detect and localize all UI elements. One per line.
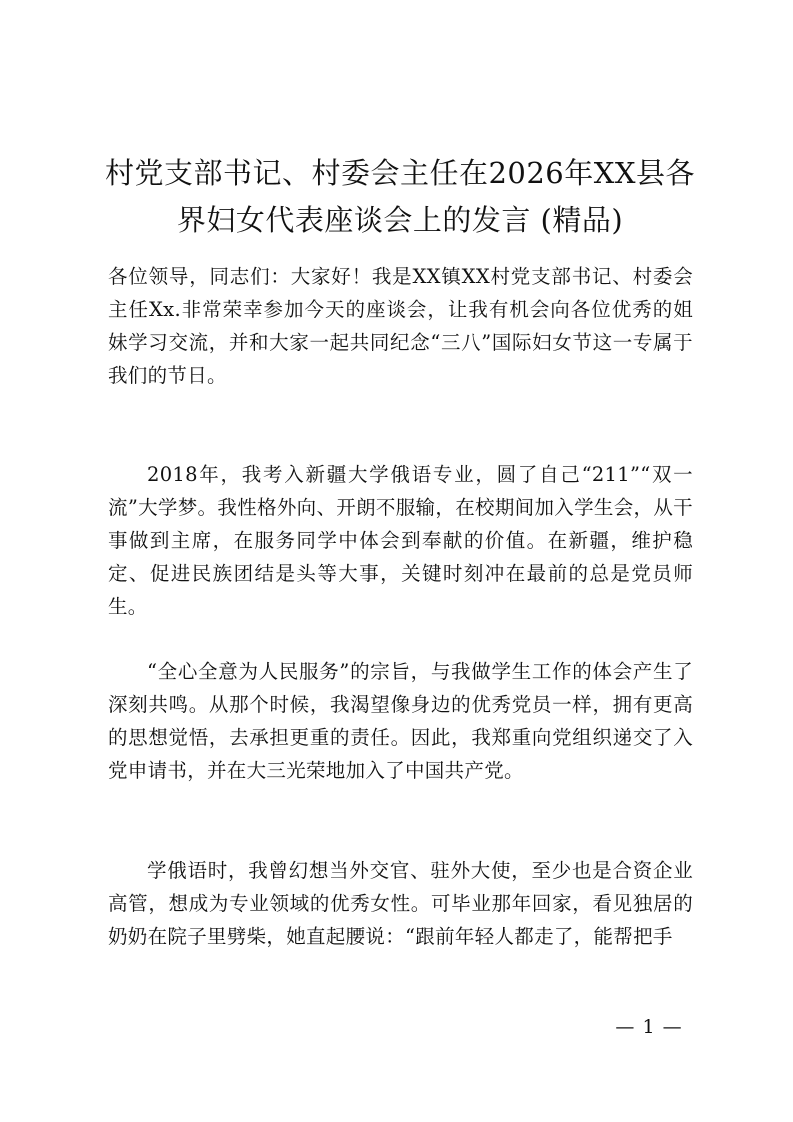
- paragraph-greeting: 各位领导，同志们：大家好！我是XX镇XX村党支部书记、村委会主任Xx.非常荣幸参加今天的座谈会，让我有机会向各位优秀的姐妹学习交流，并和大家一起共同纪念“三八”国际妇女节这一专属于我们的节日。: [108, 265, 693, 387]
- document-title: [100, 150, 700, 244]
- paragraph-career-choice: 学俄语时，我曾幻想当外交官、驻外大使，至少也是合资企业高管，想成为专业领域的优秀女性。可毕业那年回家，看见独居的奶奶在院子里劈柴，她直起腰说：“跟前年轻人都走了，能帮把手: [108, 859, 693, 948]
- title-line-2: 界妇女代表座谈会上的发言 (精品): [176, 203, 624, 237]
- paragraph-university: 2018年，我考入新疆大学俄语专业，圆了自己“211”“双一流”大学梦。我性格外向、开朗不服输，在校期间加入学生会，从干事做到主席，在服务同学中体会到奉献的价值。在新疆，维护稳定、促进民族团结是头等大事，关键时刻冲在最前的总是党员师生。: [108, 463, 693, 618]
- page-number: — 1 —: [615, 1016, 683, 1038]
- title-line-1: 村党支部书记、村委会主任在2026年XX县各: [104, 156, 696, 190]
- paragraph-party-membership: “全心全意为人民服务”的宗旨，与我做学生工作的体会产生了深刻共鸣。从那个时候，我渴望像身边的优秀党员一样，拥有更高的思想觉悟，去承担更重的责任。因此，我郑重向党组织递交了入党申请书，并在大三光荣地加入了中国共产党。: [108, 660, 693, 782]
